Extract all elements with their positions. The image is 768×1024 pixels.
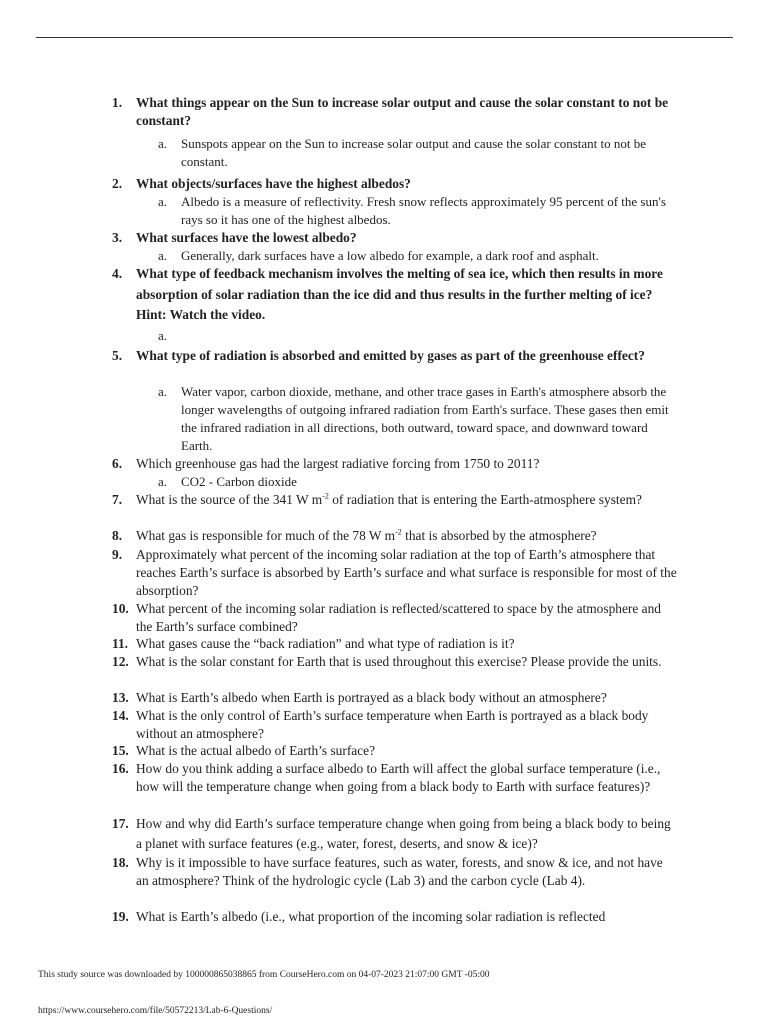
question-number: 12. bbox=[112, 654, 129, 669]
question-number: 8. bbox=[112, 528, 123, 543]
question-text: What is Earth’s albedo (i.e., what proportion of the incoming solar radiation is reflected bbox=[136, 909, 606, 924]
question-18 bbox=[112, 854, 678, 890]
question-19 bbox=[112, 908, 678, 926]
source-url: https://www.coursehero.com/file/50572213/Lab-6-Questions/ bbox=[38, 1006, 273, 1016]
question-text: What objects/surfaces have the highest albedos? bbox=[136, 176, 411, 191]
question-number: 9. bbox=[112, 547, 123, 562]
answer-text: CO2 - Carbon dioxide bbox=[181, 474, 297, 489]
answer-text: Generally, dark surfaces have a low albedo for example, a dark roof and asphalt. bbox=[181, 248, 599, 263]
question-number: 11. bbox=[112, 636, 128, 651]
question-number: 13. bbox=[112, 690, 129, 705]
question-number: 4. bbox=[112, 266, 123, 281]
question-number: 7. bbox=[112, 492, 123, 507]
answer-text: Sunspots appear on the Sun to increase solar output and cause the solar constant to not be constant. bbox=[181, 136, 647, 169]
question-text: What is the source of the 341 W $m^{-2}$ of radiation that is entering the Earth-atmosphere system? bbox=[136, 491, 642, 507]
question-2 bbox=[112, 175, 678, 193]
question-number: 18. bbox=[112, 855, 129, 870]
answer-5 bbox=[158, 383, 678, 455]
question-text: What is Earth’s albedo when Earth is portrayed as a black body without an atmosphere? bbox=[136, 690, 607, 705]
answer-letter: a. bbox=[158, 248, 168, 263]
question-number: 14. bbox=[112, 708, 129, 723]
answer-2 bbox=[158, 193, 678, 229]
question-16 bbox=[112, 760, 678, 796]
top-rule bbox=[36, 37, 733, 38]
question-17 bbox=[112, 814, 678, 854]
answer-3 bbox=[158, 247, 678, 265]
question-number: 2. bbox=[112, 176, 123, 191]
answer-text: Water vapor, carbon dioxide, methane, and other trace gases in Earth's atmosphere absorb the longer wavelengths of outgoing infrared radiation from Earth's surface. These gases then emit the infrared radiation in all directions, both outward, toward space, and downward toward Earth. bbox=[181, 384, 669, 453]
question-text: Which greenhouse gas had the largest radiative forcing from 1750 to 2011? bbox=[136, 456, 540, 471]
question-13 bbox=[112, 689, 678, 707]
answer-letter: a. bbox=[158, 136, 168, 151]
answer-6 bbox=[158, 473, 678, 491]
question-6 bbox=[112, 455, 678, 473]
question-5 bbox=[112, 347, 678, 365]
question-number: 3. bbox=[112, 230, 123, 245]
question-text: What surfaces have the lowest albedo? bbox=[136, 230, 357, 245]
question-text: How and why did Earth’s surface temperature change when going from being a black body to being a planet with surface features (e.g., water, forest, deserts, and snow & ice)? bbox=[136, 816, 671, 851]
question-9 bbox=[112, 546, 678, 600]
question-number: 10. bbox=[112, 601, 129, 616]
download-notice: This study source was downloaded by 100000865038865 from CourseHero.com on 04-07-2023 21:07:00 GMT -05:00 bbox=[38, 970, 490, 980]
question-text: Why is it impossible to have surface features, such as water, forests, and snow & ice, and not have an atmosphere? Think of the hydrologic cycle (Lab 3) and the carbon cycle (Lab 4). bbox=[136, 855, 663, 888]
question-8 bbox=[112, 527, 678, 545]
question-3 bbox=[112, 229, 678, 247]
question-7 bbox=[112, 491, 678, 509]
answer-1 bbox=[158, 135, 678, 171]
question-10 bbox=[112, 600, 678, 636]
question-12 bbox=[112, 653, 678, 671]
answer-text: Albedo is a measure of reflectivity. Fresh snow reflects approximately 95 percent of the sun's rays so it has one of the highest albedos. bbox=[181, 194, 666, 227]
answer-letter: a. bbox=[158, 328, 168, 343]
question-4 bbox=[112, 264, 678, 326]
question-14 bbox=[112, 707, 678, 743]
question-number: 1. bbox=[112, 95, 123, 110]
question-1 bbox=[112, 94, 678, 130]
question-text: What gases cause the “back radiation” and what type of radiation is it? bbox=[136, 636, 515, 651]
question-number: 19. bbox=[112, 909, 129, 924]
question-text: What percent of the incoming solar radiation is reflected/scattered to space by the atmosphere and the Earth’s surface combined? bbox=[136, 601, 662, 634]
question-15 bbox=[112, 742, 678, 760]
question-text: What is the solar constant for Earth that is used throughout this exercise? Please provide the units. bbox=[136, 654, 662, 669]
question-text: How do you think adding a surface albedo to Earth will affect the global surface temperature (i.e., how will the temperature change when going from a black body to Earth with surface features)? bbox=[136, 761, 661, 794]
question-number: 6. bbox=[112, 456, 123, 471]
answer-letter: a. bbox=[158, 384, 168, 399]
question-number: 17. bbox=[112, 816, 129, 831]
question-number: 16. bbox=[112, 761, 129, 776]
answer-letter: a. bbox=[158, 194, 168, 209]
question-number: 5. bbox=[112, 348, 123, 363]
question-text: Approximately what percent of the incoming solar radiation at the top of Earth’s atmosphere that reaches Earth’s surface is absorbed by Earth’s surface and what surface is responsible for most of the absorption? bbox=[136, 547, 677, 598]
question-text: What is the only control of Earth’s surface temperature when Earth is portrayed as a black body without an atmosphere? bbox=[136, 708, 649, 741]
question-11 bbox=[112, 635, 678, 653]
answer-letter: a. bbox=[158, 474, 168, 489]
question-text: What type of feedback mechanism involves the melting of sea ice, which then results in more absorption of solar radiation than the ice did and thus results in the further melting of ice? Hint: Watch the video. bbox=[136, 266, 663, 322]
question-text: What gas is responsible for much of the 78 W $m^{-2}$ that is absorbed by the atmosphere? bbox=[136, 527, 597, 543]
question-text: What is the actual albedo of Earth’s surface? bbox=[136, 743, 376, 758]
question-text: What things appear on the Sun to increase solar output and cause the solar constant to not be constant? bbox=[136, 95, 669, 128]
question-text: What type of radiation is absorbed and emitted by gases as part of the greenhouse effect? bbox=[136, 348, 645, 363]
question-number: 15. bbox=[112, 743, 129, 758]
